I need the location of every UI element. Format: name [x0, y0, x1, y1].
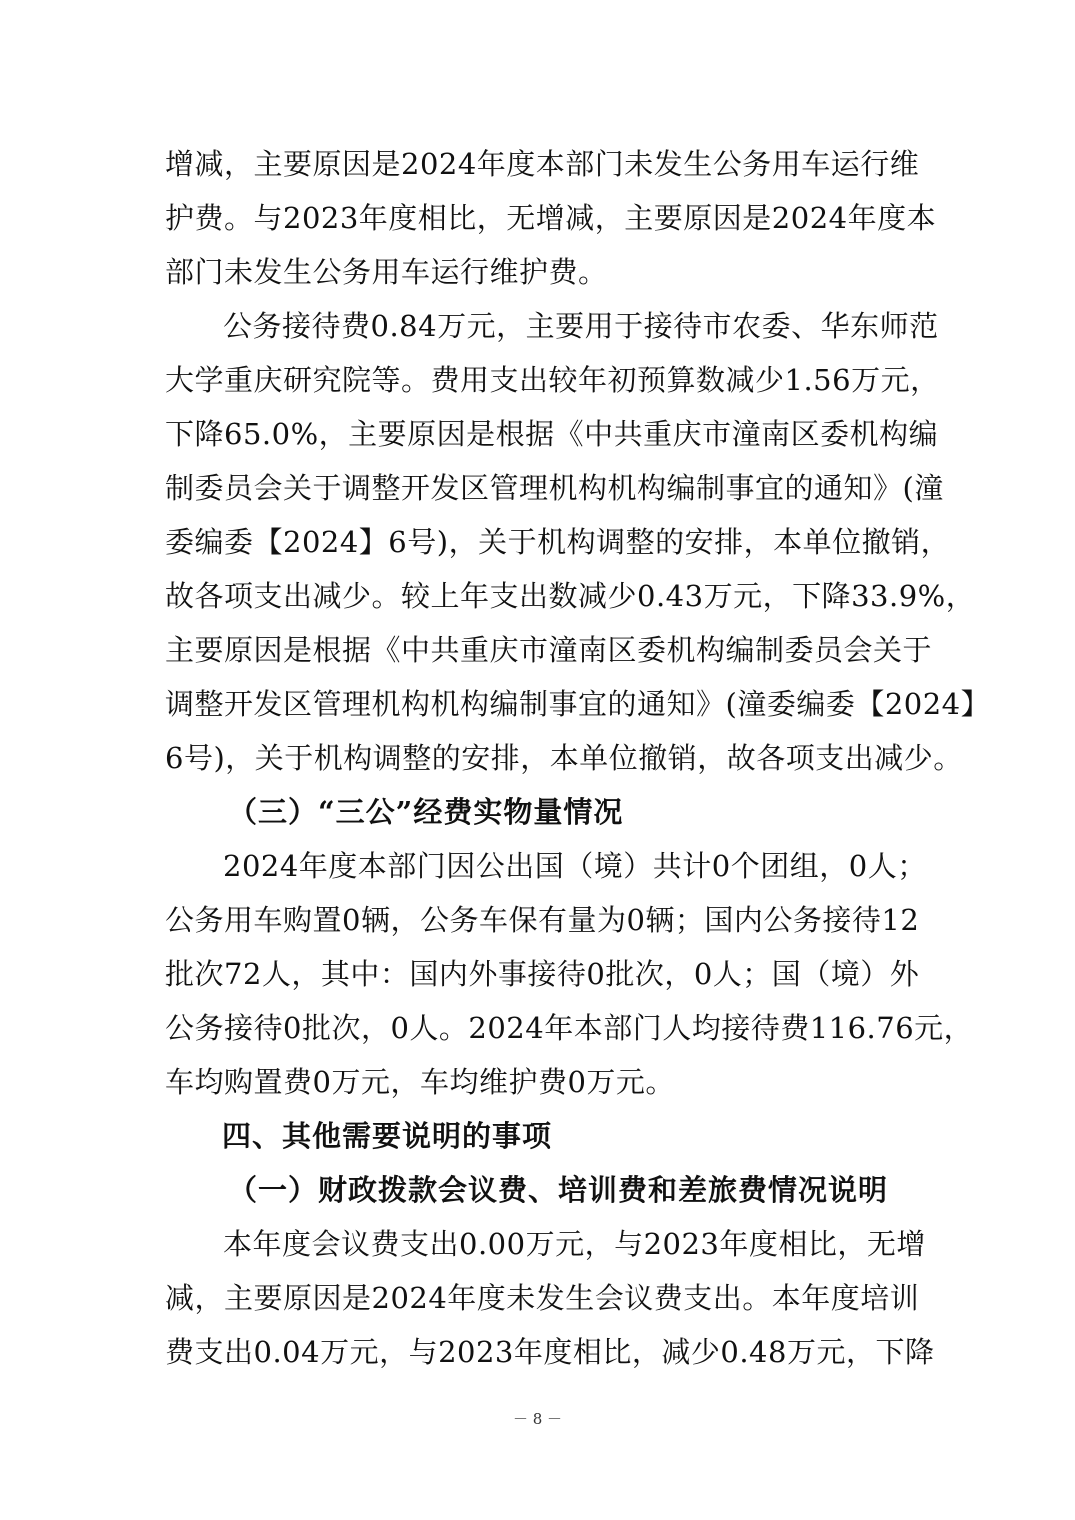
text-line: 部门未发生公务用车运行维护费。 [165, 255, 608, 289]
text-line: 主要原因是根据《中共重庆市潼南区委机构编制委员会关于 [165, 633, 933, 667]
text-line: 公务接待0批次，0人。2024年本部门人均接待费116.76元， [165, 1011, 974, 1045]
text-line: 护费。与2023年度相比，无增减，主要原因是2024年度本 [165, 201, 937, 235]
text-line: 公务接待费0.84万元，主要用于接待市农委、华东师范 [223, 309, 939, 343]
text-line: 下降65.0%，主要原因是根据《中共重庆市潼南区委机构编 [165, 417, 939, 451]
text-line: 本年度会议费支出0.00万元，与2023年度相比，无增 [223, 1227, 926, 1261]
chapter-heading: 四、其他需要说明的事项 [222, 1119, 553, 1153]
section-heading: （三）“三公”经费实物量情况 [228, 795, 624, 829]
text-line: 公务用车购置0辆，公务车保有量为0辆；国内公务接待12 [165, 903, 920, 937]
text-line: 车均购置费0万元，车均维护费0万元。 [165, 1065, 675, 1099]
text-line: 费支出0.04万元，与2023年度相比，减少0.48万元，下降 [165, 1335, 935, 1369]
text-line: 大学重庆研究院等。费用支出较年初预算数减少1.56万元， [165, 363, 940, 397]
text-line: 委编委【2024】6号)，关于机构调整的安排，本单位撤销， [165, 525, 951, 559]
text-line: 调整开发区管理机构机构编制事宜的通知》(潼委编委【2024】 [165, 687, 991, 721]
text-line: 增减，主要原因是2024年度本部门未发生公务用车运行维 [165, 147, 920, 181]
text-line: 6号)，关于机构调整的安排，本单位撤销，故各项支出减少。 [165, 741, 963, 775]
text-line: 2024年度本部门因公出国（境）共计0个团组，0人； [223, 849, 927, 883]
text-line: 批次72人，其中：国内外事接待0批次，0人；国（境）外 [165, 957, 920, 991]
text-line: 减，主要原因是2024年度未发生会议费支出。本年度培训 [165, 1281, 920, 1315]
page-number: － 8 － [512, 1410, 563, 1428]
section-heading: （一）财政拨款会议费、培训费和差旅费情况说明 [228, 1173, 889, 1207]
text-line: 故各项支出减少。较上年支出数减少0.43万元，下降33.9%， [165, 579, 976, 613]
text-line: 制委员会关于调整开发区管理机构机构编制事宜的通知》(潼 [165, 471, 944, 505]
